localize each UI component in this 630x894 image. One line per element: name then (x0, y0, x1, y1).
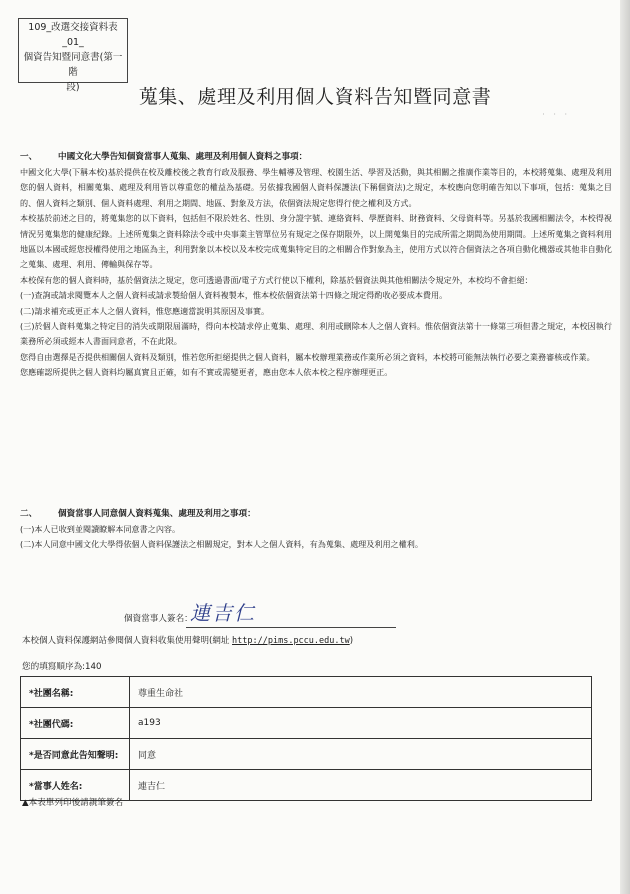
fill-order-text: 您的填寫順序為:140 (22, 662, 102, 672)
table-row (21, 708, 592, 739)
section-2-number: 二、 (20, 509, 38, 519)
club-name-value: 尊重生命社 (130, 677, 592, 708)
person-name-value: 連吉仁 (130, 770, 592, 801)
privacy-url-link[interactable]: http://pims.pccu.edu.tw (232, 636, 350, 646)
section-1-paragraph: 您應確認所提供之個人資料均屬真實且正確，如有不實或需變更者，應由您本人依本校之程序辦理更正。 (20, 367, 393, 378)
section-2-heading (20, 507, 256, 519)
section-1-paragraph: 中國文化大學(下稱本校)基於提供在校及離校後之教育行政及服務、學生輔導及管理、校園生活、學習及活動，與其相關之推廣作業等目的，本校將蒐集、處理及利用您的個人資料，相關蒐集、處理及利用皆以尊重您的權益為基礎。另依據我國個人資料保護法(下稱個資法)之規定，本校應向您明確告知以下事項，包括：蒐集之目的、個人資料之類別、個人資料處理、利用之期間、地區、對象及方法，依個資法規定您得行使之權利及方式。 (20, 167, 612, 208)
consent-value: 同意 (130, 739, 592, 770)
table-row (21, 677, 592, 708)
form-code-line-1: 109_改選交接資料表_01_ (28, 22, 118, 48)
form-code-box (18, 18, 128, 93)
section-1-paragraph: 本校保有您的個人資料時，基於個資法之規定，您可透過書面/電子方式行使以下權利，除基於個資法與其他相關法令規定外，本校均不會拒絕： (20, 274, 533, 285)
section-1-title: 中國文化大學告知個資當事人蒐集、處理及利用個人資料之事項： (58, 152, 308, 162)
section-1-paragraph: 您得自由選擇是否提供相關個人資料及類別，惟若您所拒絕提供之個人資料，屬本校辦理業務或作業所必須之資料，本校將可能無法執行必要之業務審核或作業。 (20, 351, 595, 362)
consent-label: *是否同意此告知聲明: (21, 739, 130, 770)
scan-speckles: · · · (542, 110, 570, 119)
privacy-url-line (22, 634, 353, 646)
info-table (20, 676, 592, 801)
section-2-title: 個資當事人同意個人資料蒐集、處理及利用之事項： (58, 509, 256, 519)
section-1-paragraph: 本校基於前述之目的，將蒐集您的以下資料，包括但不限於姓名、性別、身分證字號、連絡資料、學歷資料、財務資料、父母資料等。另基於我國相關法令，本校得視情況另蒐集您的健康紀錄。上述所蒐集之資料除法令或中央事業主管單位另有規定之保存期限外，以上開蒐集目的完成所需之期間為使用期間。上述所蒐集之資料利用地區以本國或經您授權得使用之地區為主，利用對象以本校以及本校完成蒐集特定目的之相關合作對象為主，使用方式以符合個資法之各項自動化機器或其他非自動化之蒐集、處理、利用、傳輸與保存等。 (20, 213, 612, 270)
person-name-label: *當事人姓名: (21, 770, 130, 801)
section-2-item: (二)本人同意中國文化大學得依個人資料保護法之相關規定，對本人之個人資料，有為蒐集、處理及利用之權利。 (20, 539, 423, 550)
signature-label: 個資當事人簽名： (124, 614, 193, 624)
signature-line (186, 627, 396, 628)
privacy-url-prefix: 本校個人資料保護網站參閱個人資料收集使用聲明(網址 (22, 636, 233, 646)
section-1-item: (三)於個人資料蒐集之特定目的消失或期限屆滿時，得向本校請求停止蒐集、處理、利用或刪除本人之個人資料。惟依個資法第十一條第三項但書之規定，本校因執行業務所必須或經本人書面同意者，不在此限。 (20, 321, 612, 347)
privacy-url-suffix: ) (349, 636, 354, 646)
section-1-heading (20, 150, 307, 162)
section-1-number: 一、 (20, 152, 38, 162)
form-code-line-3: 段) (66, 82, 80, 93)
document-title: 蒐集、處理及利用個人資料告知暨同意書 (138, 86, 492, 108)
section-2-item: (一)本人已收到並閱讀瞭解本同意書之內容。 (20, 524, 181, 534)
club-code-value: a193 (130, 708, 592, 739)
club-code-label: *社團代碼: (21, 708, 130, 739)
section-1-item: (二)請求補充或更正本人之個人資料，惟您應適當說明其原因及事實。 (20, 305, 270, 316)
table-row (21, 739, 592, 770)
section-2-body (20, 522, 612, 553)
section-1-item: (一)查詢或請求閱覽本人之個人資料或請求製給個人資料複製本，惟本校依個資法第十四條之規定得酌收必要成本費用。 (20, 290, 448, 301)
print-footnote: ▲本表單列印後請親筆簽名 (22, 798, 124, 808)
form-code-line-2: 個資告知暨同意書(第一階 (23, 52, 123, 78)
handwritten-signature: 連吉仁 (190, 601, 256, 625)
section-1-body (20, 165, 612, 381)
club-name-label: *社團名稱: (21, 677, 130, 708)
